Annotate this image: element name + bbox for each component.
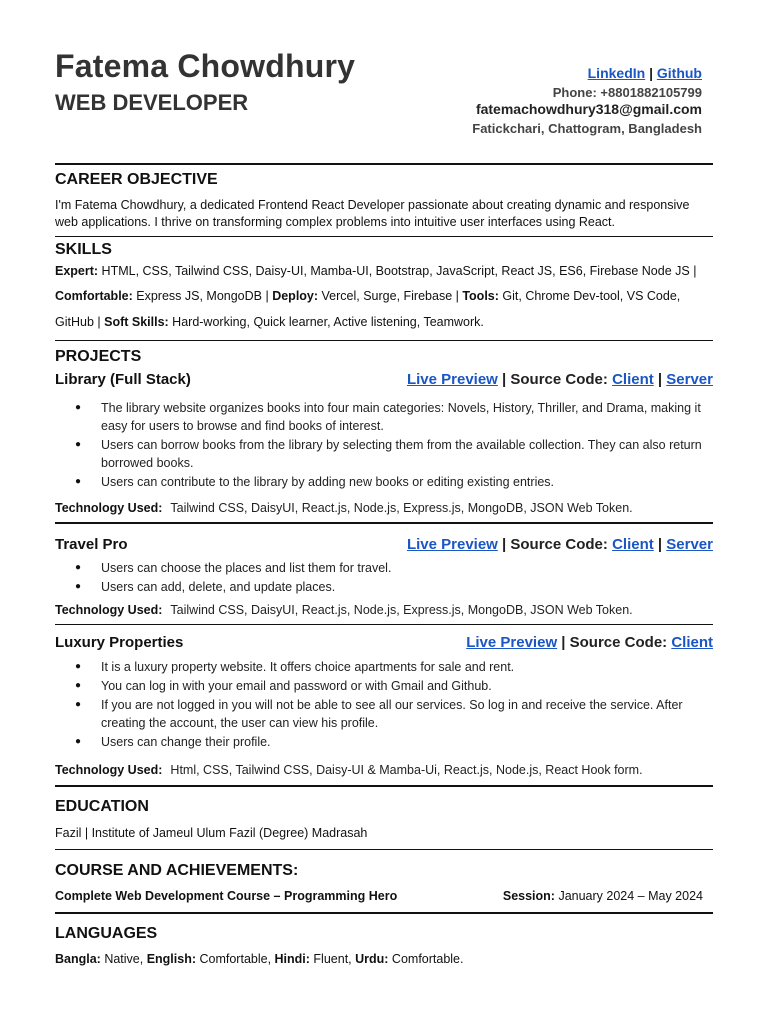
contact-block <box>472 64 702 138</box>
phone-number: Phone: +8801882105799 <box>552 85 702 100</box>
skills-expert-label: Expert: <box>55 264 99 278</box>
lang-urdu-label: Urdu: <box>355 952 389 966</box>
skills-soft-value: Hard-working, Quick learner, Active listening, Teamwork. <box>168 315 484 329</box>
list-item: ● Users can choose the places and list them for travel. <box>75 559 715 577</box>
project-luxury-tech <box>55 761 643 779</box>
travel-server-link[interactable]: Server <box>666 536 713 553</box>
skills-deploy-label: Deploy: <box>272 289 319 303</box>
lang-bangla-value: Native, <box>100 952 147 966</box>
career-objective-heading: CAREER OBJECTIVE <box>55 171 218 188</box>
lang-hindi-label: Hindi: <box>274 952 310 966</box>
divider <box>55 236 713 237</box>
candidate-name: Fatema Chowdhury <box>55 48 356 84</box>
tech-label: Technology Used: <box>55 501 163 515</box>
project-library-name: Library (Full Stack) <box>55 371 191 388</box>
library-client-link[interactable]: Client <box>612 371 654 388</box>
list-item: ● The library website organizes books into four main categories: Novels, History, Thriller, and Drama, making it easy for users to browse and find books of interest. <box>75 399 715 435</box>
tech-label: Technology Used: <box>55 763 163 777</box>
linkedin-link[interactable]: LinkedIn <box>587 65 646 81</box>
source-code-label: | Source Code: <box>557 634 672 651</box>
tech-value: Html, CSS, Tailwind CSS, Daisy-UI & Mamba-Ui, React.js, Node.js, React Hook form. <box>170 763 643 777</box>
lang-urdu-value: Comfortable. <box>388 952 464 966</box>
project-luxury-name: Luxury Properties <box>55 634 184 651</box>
email-address: fatemachowdhury318@gmail.com <box>475 101 702 117</box>
resume-page <box>55 0 713 1024</box>
skills-expert-value: HTML, CSS, Tailwind CSS, Daisy-UI, Mamba-UI, Bootstrap, JavaScript, React JS, ES6, Firebase Node JS | <box>98 264 697 278</box>
project-library-links <box>407 371 713 388</box>
project-luxury-row <box>55 634 713 654</box>
skills-deploy-value: Vercel, Surge, Firebase | <box>318 289 463 303</box>
lang-bangla-label: Bangla: <box>55 952 101 966</box>
github-link[interactable]: Github <box>656 65 702 81</box>
list-item: ● It is a luxury property website. It offers choice apartments for sale and rent. <box>75 658 715 676</box>
project-library-bullets <box>75 399 715 492</box>
address: Fatickchari, Chattogram, Bangladesh <box>472 121 702 136</box>
project-travel-bullets <box>75 559 715 597</box>
skills-tools-cont: GitHub | <box>55 315 105 329</box>
languages-text <box>55 950 713 968</box>
link-separator: | <box>645 65 657 81</box>
travel-live-preview-link[interactable]: Live Preview <box>406 536 498 553</box>
projects-heading: PROJECTS <box>55 348 142 365</box>
job-title: WEB DEVELOPER <box>55 90 249 115</box>
course-heading: COURSE AND ACHIEVEMENTS: <box>55 862 299 879</box>
divider <box>55 624 713 625</box>
skills-soft-label: Soft Skills: <box>104 315 169 329</box>
skills-expert <box>55 262 713 280</box>
session-value: January 2024 – May 2024 <box>554 889 703 903</box>
project-travel-name: Travel Pro <box>55 536 128 553</box>
profile-links <box>472 64 702 82</box>
list-item: ● You can log in with your email and password or with Gmail and Github. <box>75 677 715 695</box>
course-row <box>55 887 703 905</box>
luxury-client-link[interactable]: Client <box>671 634 713 651</box>
project-travel-links <box>407 536 713 553</box>
divider <box>55 849 713 850</box>
course-session <box>503 887 703 905</box>
travel-client-link[interactable]: Client <box>612 536 654 553</box>
project-travel-row <box>55 536 713 556</box>
project-library-row <box>55 371 713 391</box>
skills-comfortable <box>55 287 713 305</box>
skills-tools-value: Git, Chrome Dev-tool, VS Code, <box>498 289 681 303</box>
divider <box>55 163 713 165</box>
list-item: ● Users can add, delete, and update places. <box>75 578 715 596</box>
list-item: ● Users can change their profile. <box>75 733 715 751</box>
source-code-label: | Source Code: <box>497 536 613 553</box>
divider <box>55 340 713 341</box>
lang-english-value: Comfortable, <box>196 952 275 966</box>
skills-soft <box>55 313 713 331</box>
luxury-live-preview-link[interactable]: Live Preview <box>466 634 558 651</box>
project-luxury-bullets <box>75 658 715 752</box>
list-item: ● Users can contribute to the library by adding new books or editing existing entries. <box>75 473 715 491</box>
source-code-label: | Source Code: <box>497 371 613 388</box>
education-text: Fazil | Institute of Jameul Ulum Fazil (Degree) Madrasah <box>55 826 368 840</box>
lang-english-label: English: <box>146 952 197 966</box>
skills-comfortable-label: Comfortable: <box>55 289 133 303</box>
project-luxury-links <box>466 634 713 651</box>
link-pipe: | <box>653 371 667 388</box>
education-heading: EDUCATION <box>55 798 149 815</box>
project-travel-tech <box>55 601 633 619</box>
project-library-tech <box>55 499 633 517</box>
languages-heading: LANGUAGES <box>55 925 158 942</box>
skills-heading: SKILLS <box>55 241 112 258</box>
tech-value: Tailwind CSS, DaisyUI, React.js, Node.js, Express.js, MongoDB, JSON Web Token. <box>170 501 633 515</box>
divider <box>55 785 713 787</box>
lang-hindi-value: Fluent, <box>309 952 356 966</box>
link-pipe: | <box>653 536 667 553</box>
divider <box>55 912 713 914</box>
skills-comfortable-value: Express JS, MongoDB | <box>132 289 273 303</box>
library-live-preview-link[interactable]: Live Preview <box>406 371 498 388</box>
course-name: Complete Web Development Course – Programming Hero <box>55 889 398 903</box>
tech-label: Technology Used: <box>55 603 163 617</box>
session-label: Session: <box>502 889 555 903</box>
divider <box>55 522 713 524</box>
list-item: ● Users can borrow books from the library by selecting them from the available collection. They can also return borrowed books. <box>75 436 715 472</box>
skills-tools-label: Tools: <box>462 289 499 303</box>
library-server-link[interactable]: Server <box>666 371 713 388</box>
career-objective-text: I'm Fatema Chowdhury, a dedicated Frontend React Developer passionate about creating dynamic and responsive web applications. I thrive on transforming complex problems into intuitive user interfaces using React. <box>55 198 690 229</box>
list-item: ● If you are not logged in you will not be able to see all our services. So log in and receive the service. After creating the account, the user can view his profile. <box>75 696 715 732</box>
tech-value: Tailwind CSS, DaisyUI, React.js, Node.js, Express.js, MongoDB, JSON Web Token. <box>170 603 633 617</box>
